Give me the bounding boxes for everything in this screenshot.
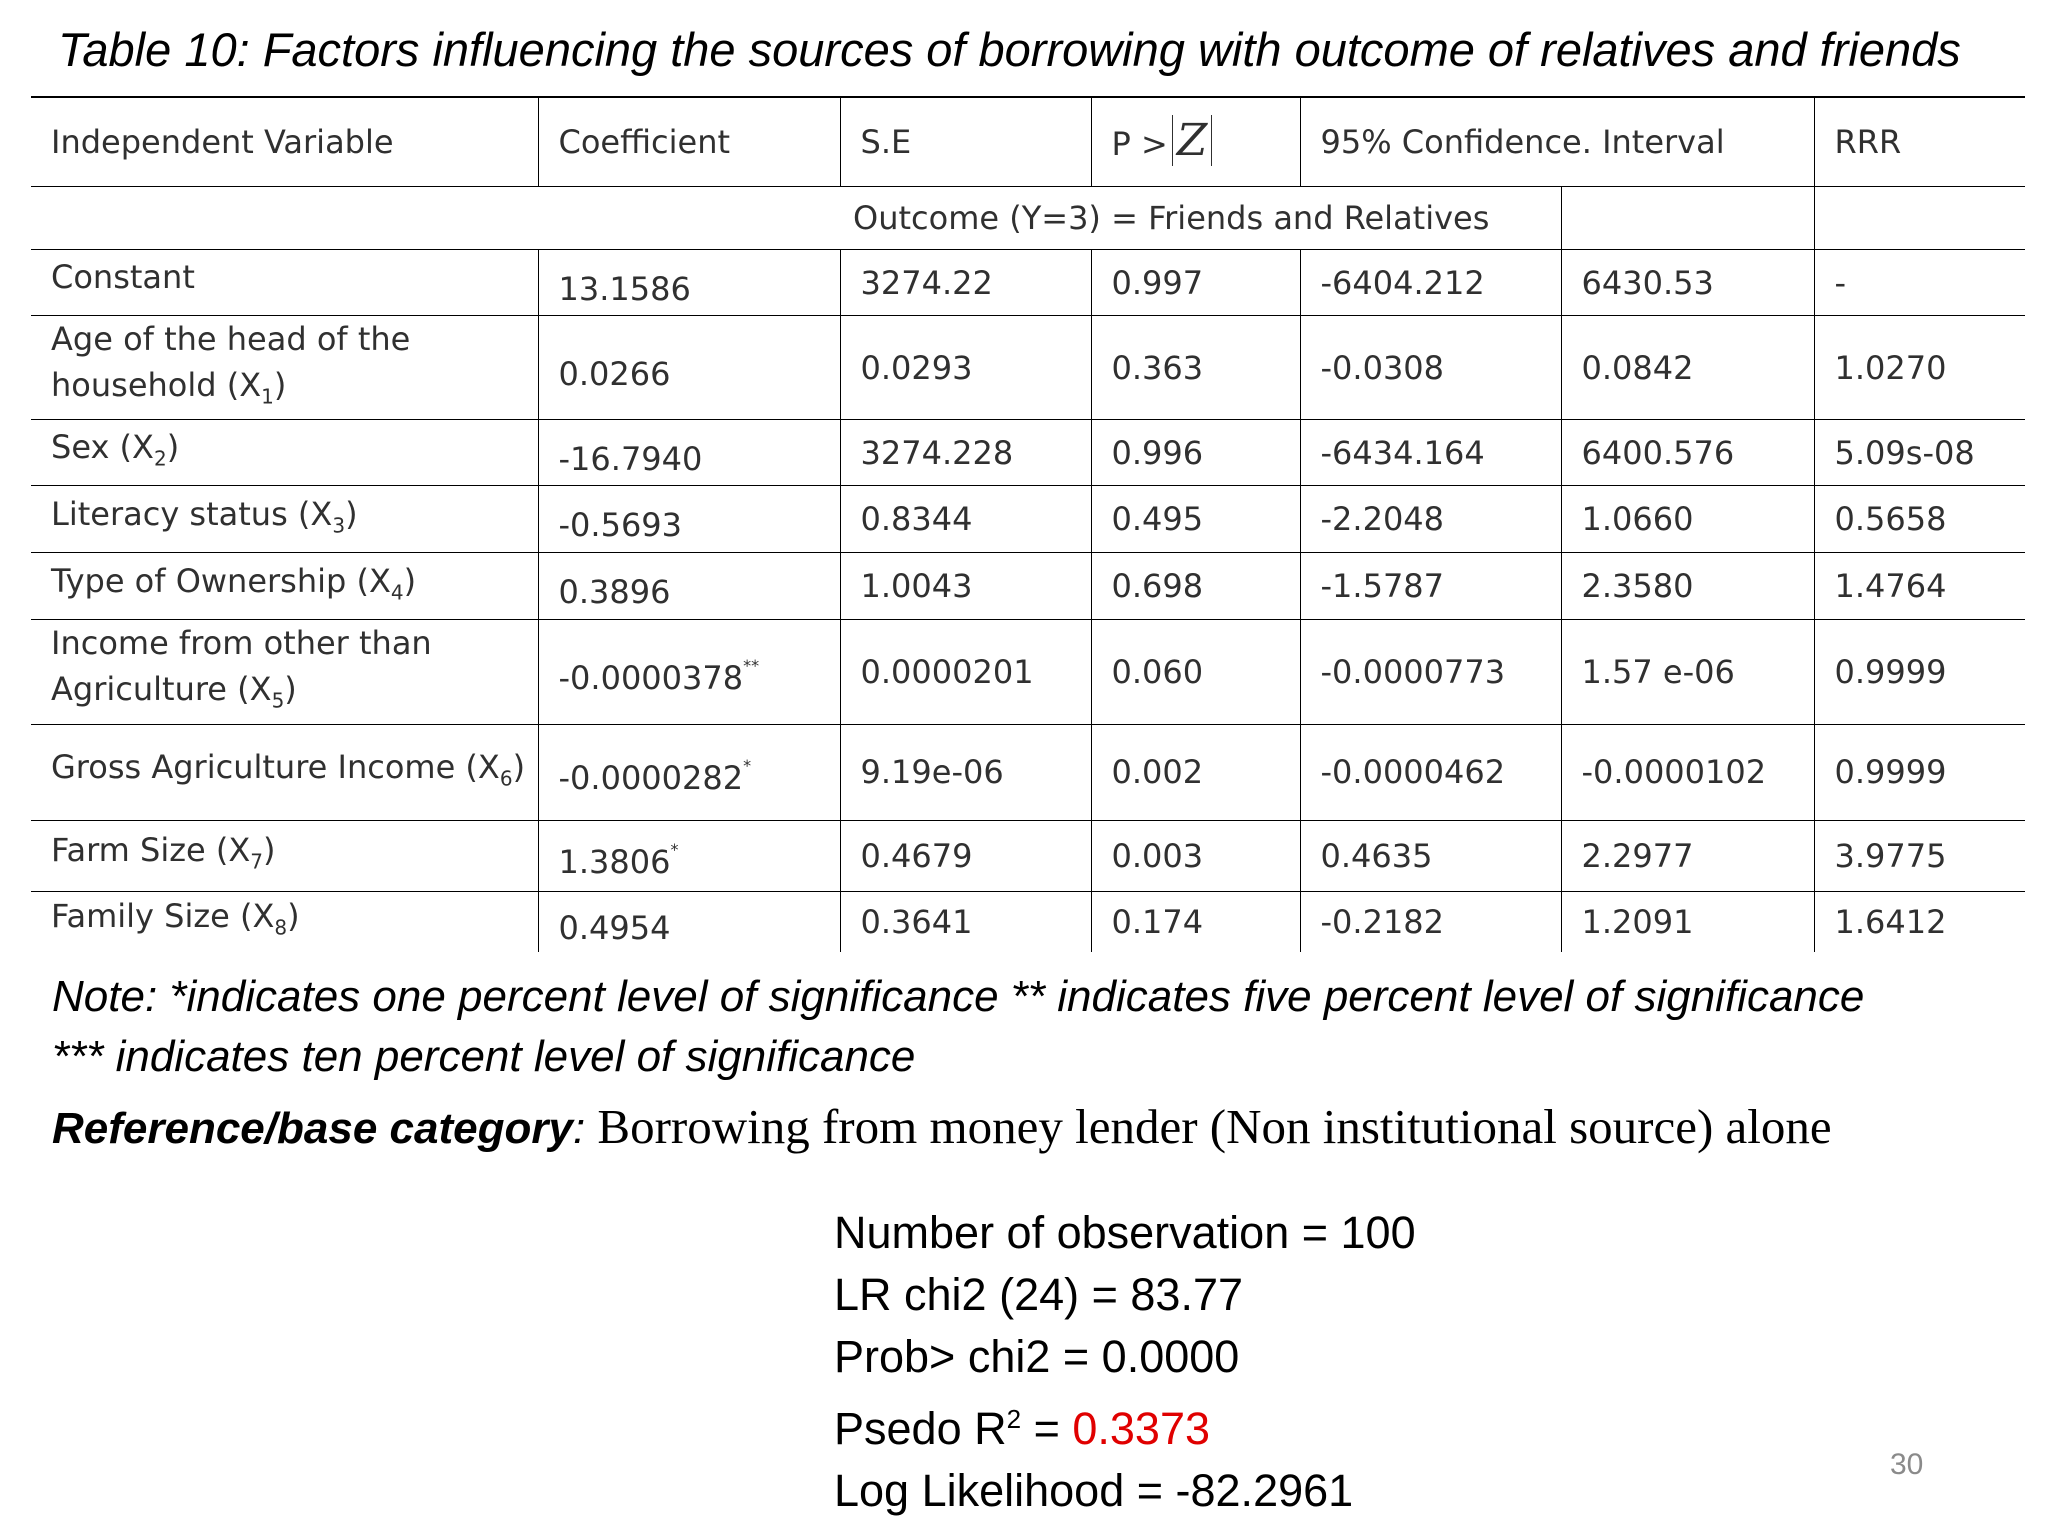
standard-error-value: 9.19e-06 [860, 753, 1004, 792]
table-row [31, 724, 2025, 820]
significance-star: ** [743, 656, 760, 676]
p-value-cell [1091, 250, 1300, 316]
outcome-label-text: Outcome (Y=3) = Friends and Relatives [853, 199, 1490, 237]
standard-error-cell [840, 420, 1091, 486]
standard-error-cell [840, 486, 1091, 553]
variable-name-tail: ) [273, 366, 287, 404]
table-row [31, 316, 2025, 420]
ci-upper-cell [1561, 553, 1814, 620]
variable-name: Age of the head of the household (X [51, 320, 411, 404]
variable-name-tail: ) [345, 494, 358, 533]
variable-name-cell [31, 250, 538, 316]
regression-table [31, 96, 2025, 952]
coefficient-cell [538, 553, 840, 620]
rrr-value: 1.4764 [1834, 567, 1947, 606]
ci-lower-cell [1300, 553, 1561, 620]
ci-upper-cell [1561, 316, 1814, 420]
variable-name-tail: ) [403, 561, 417, 600]
standard-error-value: 0.4679 [860, 836, 973, 875]
ci-upper-cell [1561, 620, 1814, 724]
header-z-symbol: Z [1172, 115, 1213, 166]
ci-lower-value: -0.0000462 [1320, 753, 1506, 792]
reference-label: Reference/base category [52, 1104, 573, 1153]
variable-name-cell [31, 620, 538, 724]
p-value-value: 0.002 [1111, 753, 1204, 792]
rrr-value: - [1834, 263, 1847, 302]
ci-lower-value: -2.2048 [1320, 500, 1445, 539]
p-value-value: 0.003 [1111, 836, 1204, 875]
standard-error-cell [840, 620, 1091, 724]
coefficient-value: -0.5693 [558, 506, 683, 545]
coefficient-value: 0.4954 [558, 908, 671, 947]
table-row [31, 486, 2025, 553]
p-value-cell [1091, 620, 1300, 724]
variable-name-cell [31, 420, 538, 486]
rrr-value: 5.09s-08 [1834, 433, 1975, 472]
variable-name-cell [31, 316, 538, 420]
table-row [31, 420, 2025, 486]
standard-error-value: 3274.228 [860, 433, 1014, 472]
standard-error-cell [840, 250, 1091, 316]
coefficient-cell [538, 420, 840, 486]
standard-error-value: 0.0293 [860, 348, 973, 387]
p-value-cell [1091, 553, 1300, 620]
rrr-cell [1814, 891, 2025, 952]
outcome-row [31, 187, 2025, 250]
standard-error-cell [840, 820, 1091, 891]
stat-observations: Number of observation = 100 [834, 1207, 1416, 1258]
rrr-cell [1814, 724, 2025, 820]
variable-subscript: 7 [250, 849, 264, 874]
p-value-value: 0.997 [1111, 263, 1204, 302]
outcome-label [31, 187, 1561, 250]
ci-lower-cell [1300, 891, 1561, 952]
pseudo-r2-equals: = [1021, 1403, 1073, 1454]
variable-name: Gross Agriculture Income (X [51, 747, 500, 786]
rrr-value: 0.5658 [1834, 500, 1947, 539]
model-statistics [834, 1202, 1416, 1522]
p-value-value: 0.698 [1111, 567, 1204, 606]
standard-error-cell [840, 724, 1091, 820]
significance-star: * [743, 756, 752, 776]
rrr-value: 3.9775 [1834, 836, 1947, 875]
ci-upper-cell [1561, 724, 1814, 820]
variable-subscript: 3 [332, 513, 346, 538]
variable-subscript: 8 [274, 915, 288, 940]
rrr-cell [1814, 316, 2025, 420]
p-value-cell [1091, 316, 1300, 420]
ci-upper-cell [1561, 486, 1814, 553]
note-line-1: Note: *indicates one percent level of significance ** indicates five percent level of significance [52, 972, 1865, 1021]
ci-upper-value: 2.3580 [1581, 567, 1694, 606]
ci-lower-value: -0.0000773 [1320, 653, 1506, 692]
p-value-cell [1091, 420, 1300, 486]
p-value-cell [1091, 891, 1300, 952]
variable-subscript: 1 [261, 384, 274, 409]
variable-name: Literacy status (X [51, 494, 333, 533]
standard-error-cell [840, 316, 1091, 420]
coefficient-value: -16.7940 [558, 439, 703, 478]
ci-lower-cell [1300, 316, 1561, 420]
ci-upper-value: 1.0660 [1581, 500, 1694, 539]
ci-upper-cell [1561, 420, 1814, 486]
standard-error-value: 0.8344 [860, 500, 973, 539]
ci-lower-cell [1300, 620, 1561, 724]
coefficient-cell [538, 724, 840, 820]
variable-name-tail: ) [284, 670, 297, 709]
rrr-cell [1814, 620, 2025, 724]
variable-name: Sex (X [51, 428, 154, 467]
table-row [31, 620, 2025, 724]
reference-category [52, 1098, 1832, 1155]
table-row [31, 820, 2025, 891]
header-rrr: RRR [1814, 97, 2025, 187]
table-row [31, 891, 2025, 952]
rrr-value: 0.9999 [1834, 753, 1947, 792]
coefficient-value: 0.0266 [558, 354, 671, 393]
variable-name-cell [31, 724, 538, 820]
rrr-value: 1.6412 [1834, 902, 1947, 941]
rrr-value: 1.0270 [1834, 348, 1947, 387]
table-row [31, 553, 2025, 620]
ci-lower-cell [1300, 420, 1561, 486]
rrr-cell [1814, 250, 2025, 316]
coefficient-value: -0.0000282 [558, 759, 744, 798]
variable-name: Type of Ownership (X [51, 561, 391, 600]
variable-subscript: 2 [153, 446, 167, 471]
ci-lower-value: 0.4635 [1320, 836, 1433, 875]
variable-name-tail: ) [512, 747, 526, 786]
header-p-prefix: P > [1111, 124, 1168, 163]
variable-name: Farm Size (X [51, 831, 251, 870]
ci-upper-cell [1561, 250, 1814, 316]
coefficient-cell [538, 316, 840, 420]
p-value-value: 0.174 [1111, 902, 1204, 941]
coefficient-value: 1.3806 [558, 842, 671, 881]
rrr-cell [1814, 553, 2025, 620]
coefficient-cell [538, 820, 840, 891]
note-line-2: *** indicates ten percent level of significance [52, 1032, 916, 1081]
header-confidence-interval: 95% Confidence. Interval [1300, 97, 1814, 187]
rrr-cell [1814, 820, 2025, 891]
p-value-value: 0.996 [1111, 433, 1204, 472]
p-value-cell [1091, 724, 1300, 820]
regression-table-container [31, 96, 2025, 947]
rrr-value: 0.9999 [1834, 653, 1947, 692]
ci-upper-value: 6400.576 [1581, 433, 1735, 472]
table-row [31, 250, 2025, 316]
pseudo-r2-value: 0.3373 [1072, 1403, 1211, 1454]
variable-name: Constant [51, 257, 195, 296]
p-value-value: 0.060 [1111, 653, 1204, 692]
variable-name-tail: ) [166, 428, 180, 467]
header-coefficient: Coefficient [538, 97, 840, 187]
variable-subscript: 4 [390, 580, 404, 605]
outcome-empty-cell [1814, 187, 2025, 250]
ci-lower-value: -6434.164 [1320, 433, 1485, 472]
variable-name-cell [31, 820, 538, 891]
coefficient-value: 13.1586 [558, 269, 691, 308]
ci-upper-value: 0.0842 [1581, 348, 1694, 387]
standard-error-value: 1.0043 [860, 567, 973, 606]
ci-upper-value: 6430.53 [1581, 263, 1714, 302]
outcome-empty-cell [1561, 187, 1814, 250]
table-title: Table 10: Factors influencing the sources of borrowing with outcome of relatives and friends [58, 23, 1961, 76]
variable-name-cell [31, 486, 538, 553]
ci-lower-cell [1300, 250, 1561, 316]
reference-colon: : [572, 1104, 586, 1153]
header-independent-variable: Independent Variable [31, 97, 538, 187]
ci-upper-value: 2.2977 [1581, 836, 1694, 875]
coefficient-cell [538, 250, 840, 316]
coefficient-cell [538, 620, 840, 724]
ci-upper-cell [1561, 820, 1814, 891]
ci-upper-value: -0.0000102 [1581, 753, 1767, 792]
coefficient-value: -0.0000378 [558, 659, 744, 698]
ci-upper-value: 1.57 e-06 [1581, 653, 1735, 692]
standard-error-value: 0.0000201 [860, 653, 1034, 692]
standard-error-value: 0.3641 [860, 902, 973, 941]
stat-lr-chi2: LR chi2 (24) = 83.77 [834, 1269, 1243, 1320]
p-value-value: 0.363 [1111, 348, 1204, 387]
ci-lower-cell [1300, 820, 1561, 891]
standard-error-cell [840, 553, 1091, 620]
variable-name-cell [31, 891, 538, 952]
p-value-cell [1091, 486, 1300, 553]
ci-lower-value: -0.2182 [1320, 902, 1445, 941]
variable-subscript: 5 [271, 688, 285, 713]
ci-upper-cell [1561, 891, 1814, 952]
variable-name-tail: ) [263, 831, 276, 870]
pseudo-r2-superscript: 2 [1006, 1404, 1022, 1434]
rrr-cell [1814, 420, 2025, 486]
stat-log-likelihood: Log Likelihood = -82.2961 [834, 1465, 1354, 1516]
p-value-cell [1091, 820, 1300, 891]
ci-upper-value: 1.2091 [1581, 902, 1694, 941]
variable-subscript: 6 [499, 765, 513, 790]
ci-lower-cell [1300, 724, 1561, 820]
header-p-value [1091, 97, 1300, 187]
p-value-value: 0.495 [1111, 500, 1204, 539]
page-number: 30 [1890, 1448, 1924, 1481]
stat-pseudo-r2 [834, 1388, 1416, 1460]
ci-lower-value: -0.0308 [1320, 348, 1445, 387]
table-header-row [31, 97, 2025, 187]
variable-name-cell [31, 553, 538, 620]
ci-lower-value: -6404.212 [1320, 263, 1485, 302]
pseudo-r2-prefix: Psedo R [834, 1403, 1007, 1454]
reference-text: Borrowing from money lender (Non institutional source) alone [585, 1099, 1832, 1154]
variable-name-tail: ) [287, 897, 300, 936]
coefficient-cell [538, 891, 840, 952]
coefficient-value: 0.3896 [558, 573, 671, 612]
stat-prob-chi2: Prob> chi2 = 0.0000 [834, 1331, 1240, 1382]
standard-error-cell [840, 891, 1091, 952]
ci-lower-cell [1300, 486, 1561, 553]
variable-name: Income from other than Agriculture (X [51, 624, 432, 709]
standard-error-value: 3274.22 [860, 263, 993, 302]
rrr-cell [1814, 486, 2025, 553]
coefficient-cell [538, 486, 840, 553]
variable-name: Family Size (X [51, 897, 275, 936]
ci-lower-value: -1.5787 [1320, 567, 1445, 606]
significance-star: * [670, 839, 679, 859]
header-standard-error: S.E [840, 97, 1091, 187]
